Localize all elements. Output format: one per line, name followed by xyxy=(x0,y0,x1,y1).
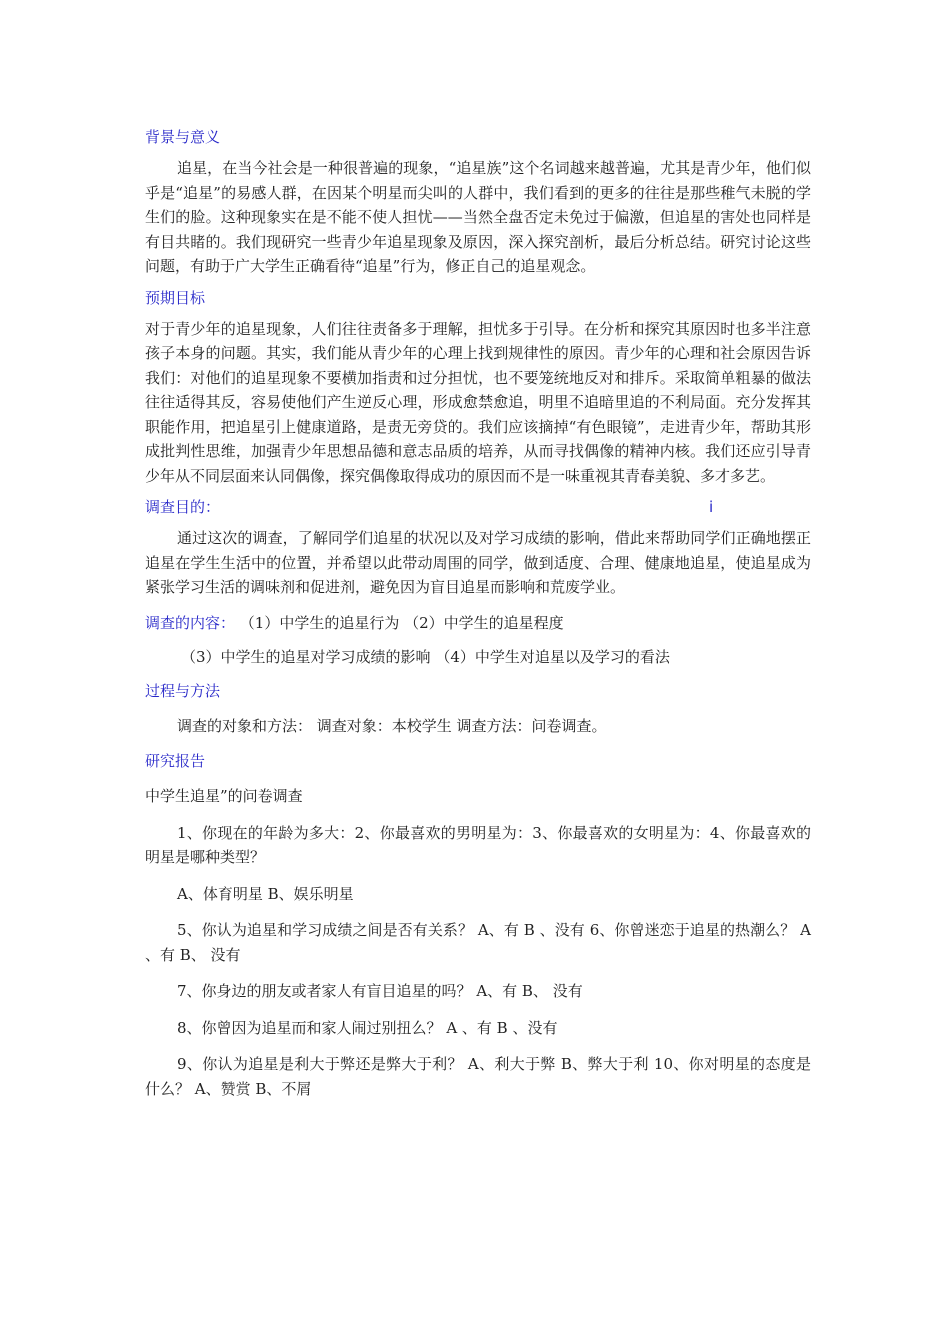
heading-process: 过程与方法 xyxy=(145,681,221,700)
content-line-1 xyxy=(145,612,811,634)
paragraph-process: 调查的对象和方法： 调查对象：本校学生 调查方法：问卷调查。 xyxy=(177,716,607,735)
document-body xyxy=(145,126,811,1101)
heading-purpose: 调查目的： xyxy=(145,498,221,516)
heading-report: 研究报告 xyxy=(145,752,206,770)
cursor-marker: i xyxy=(709,498,714,516)
question-5-6: 5、你认为追星和学习成绩之间是否有关系？ A、有 B 、没有 6、你曾迷恋于追星的热潮么？ A 、有 B、 没有 xyxy=(145,921,811,964)
question-9-10: 9、你认为追星是利大于弊还是弊大于利？ A、利大于弊 B、弊大于利 10、你对明星的态度是什么？ A、赞赏 B、不屑 xyxy=(145,1055,811,1098)
paragraph-background: 追星，在当今社会是一种很普遍的现象，“追星族”这个名词越来越普遍，尤其是青少年，他们似乎是“追星”的易感人群，在因某个明星而尖叫的人群中，我们看到的更多的往往是那些稚气未脱的学生们的脸。这种现象实在是不能不使人担忧——当然全盘否定未免过于偏激，但追星的害处也同样是有目共睹的。我们现研究一些青少年追星现象及原因，深入探究剖析，最后分析总结。研究讨论这些问题，有助于广大学生正确看待“追星”行为，修正自己的追星观念。 xyxy=(145,159,811,275)
heading-goal: 预期目标 xyxy=(145,288,206,307)
heading-content: 调查的内容： xyxy=(145,613,236,632)
paragraph-purpose: 通过这次的调查，了解同学们追星的状况以及对学习成绩的影响，借此来帮助同学们正确地摆正追星在学生生活中的位置，并希望以此带动周围的同学，做到适度、合理、健康地追星，使追星成为紧张学习生活的调味剂和促进剂，避免因为盲目追星而影响和荒废学业。 xyxy=(145,529,811,596)
content-items-2: （3）中学生的追星对学习成绩的影响 （4）中学生对追星以及学习的看法 xyxy=(181,647,670,666)
heading-background: 背景与意义 xyxy=(145,128,221,146)
heading-purpose-row xyxy=(145,496,811,518)
question-4-options: A、体育明星 B、娱乐明星 xyxy=(177,884,354,903)
survey-title: 中学生追星”的问卷调查 xyxy=(145,787,303,805)
question-8: 8、你曾因为追星而和家人闹过别扭么？ A 、有 B 、没有 xyxy=(177,1018,558,1037)
paragraph-goal: 对于青少年的追星现象，人们往往责备多于理解，担忧多于引导。在分析和探究其原因时也多半注意孩子本身的问题。其实，我们能从青少年的心理上找到规律性的原因。青少年的心理和社会原因告诉我们：对他们的追星现象不要横加指责和过分担忧，也不要笼统地反对和排斥。采取简单粗暴的做法往往适得其反，容易使他们产生逆反心理，形成愈禁愈追，明里不追暗里追的不利局面。充分发挥其职能作用，把追星引上健康道路，是责无旁贷的。我们应该摘掉“有色眼镜”，走进青少年，帮助其形成批判性思维，加强青少年思想品德和意志品质的培养，从而寻找偶像的精神内核。我们还应引导青少年从不同层面来认同偶像，探究偶像取得成功的原因而不是一味重视其青春美貌、多才多艺。 xyxy=(145,319,811,485)
content-items-1: （1）中学生的追星行为 （2）中学生的追星程度 xyxy=(239,613,564,632)
question-7: 7、你身边的朋友或者家人有盲目追星的吗？ A、有 B、 没有 xyxy=(177,982,583,1000)
question-1-4: 1、你现在的年龄为多大：2、你最喜欢的男明星为：3、你最喜欢的女明星为：4、你最喜欢的明星是哪种类型？ xyxy=(145,823,811,866)
